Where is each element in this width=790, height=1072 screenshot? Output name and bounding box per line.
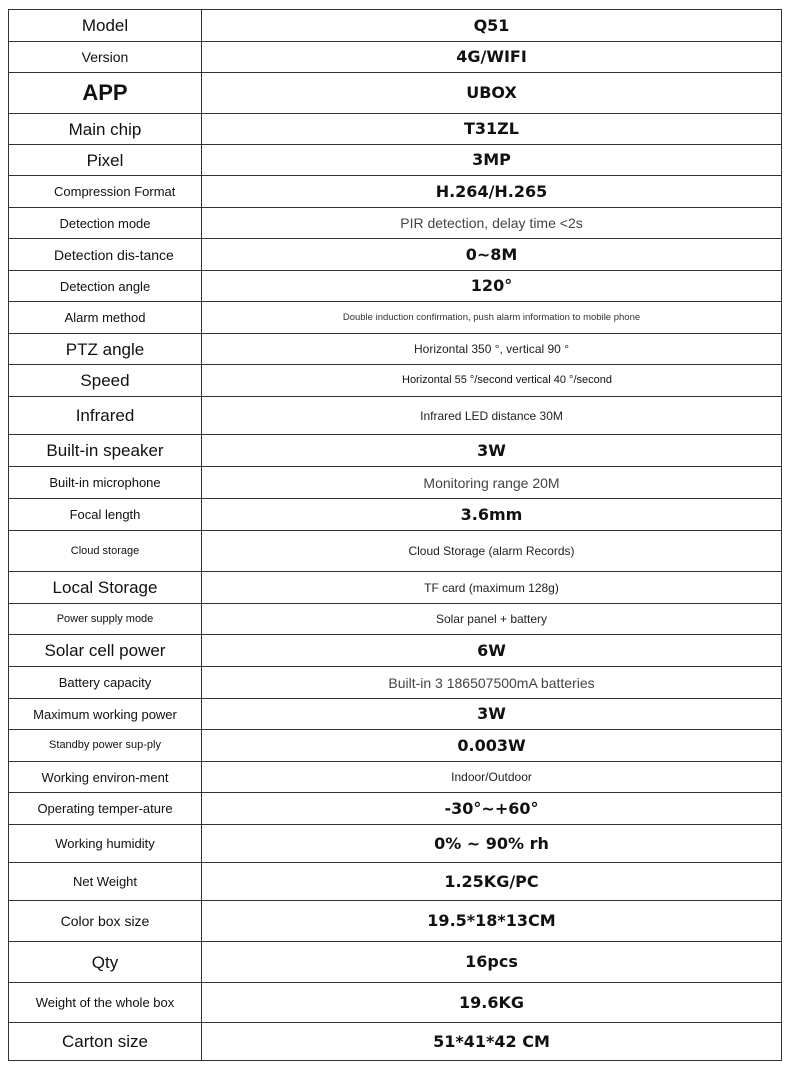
spec-value: Horizontal 350 °, vertical 90 ° [202,334,782,365]
spec-label: Battery capacity [9,667,202,699]
spec-label: Weight of the whole box [9,983,202,1023]
table-row [9,176,782,208]
table-row [9,635,782,667]
spec-label: Qty [9,942,202,983]
table-row [9,73,782,114]
table-row [9,271,782,302]
table-row [9,10,782,42]
spec-value: T31ZL [202,114,782,145]
spec-value: 0.003W [202,730,782,762]
spec-value: 19.5*18*13CM [202,901,782,942]
spec-label: Local Storage [9,572,202,604]
table-row [9,863,782,901]
spec-label: Infrared [9,397,202,435]
spec-value: 120° [202,271,782,302]
spec-value: 3W [202,435,782,467]
spec-value: PIR detection, delay time <2s [202,208,782,239]
spec-value: 0~8M [202,239,782,271]
spec-value: Monitoring range 20M [202,467,782,499]
spec-value: Solar panel + battery [202,604,782,635]
spec-label: Detection mode [9,208,202,239]
spec-label: Working environ-ment [9,762,202,793]
table-row [9,825,782,863]
table-row [9,42,782,73]
spec-label: Main chip [9,114,202,145]
spec-label: Built-in speaker [9,435,202,467]
spec-value: TF card (maximum 128g) [202,572,782,604]
table-row [9,793,782,825]
spec-label: Solar cell power [9,635,202,667]
spec-value: Infrared LED distance 30M [202,397,782,435]
spec-label: Color box size [9,901,202,942]
table-row [9,302,782,334]
spec-value: Q51 [202,10,782,42]
table-row [9,762,782,793]
spec-label: Alarm method [9,302,202,334]
spec-label: Speed [9,365,202,397]
spec-label: Detection angle [9,271,202,302]
table-row [9,114,782,145]
spec-label: Pixel [9,145,202,176]
spec-value: Built-in 3 186507500mA batteries [202,667,782,699]
spec-value: -30°~+60° [202,793,782,825]
spec-value: 3W [202,699,782,730]
table-row [9,699,782,730]
spec-label: Version [9,42,202,73]
spec-label: PTZ angle [9,334,202,365]
spec-label: Maximum working power [9,699,202,730]
table-row [9,730,782,762]
spec-value: Horizontal 55 °/second vertical 40 °/second [202,365,782,397]
spec-label: Working humidity [9,825,202,863]
spec-label: Compression Format [9,176,202,208]
spec-value: 16pcs [202,942,782,983]
table-row [9,499,782,531]
spec-table [8,9,782,1061]
spec-label: Carton size [9,1023,202,1061]
table-row [9,1023,782,1061]
spec-value: 0% ~ 90% rh [202,825,782,863]
spec-label: Power supply mode [9,604,202,635]
table-row [9,604,782,635]
spec-value: 3MP [202,145,782,176]
table-row [9,145,782,176]
table-row [9,572,782,604]
spec-value: 19.6KG [202,983,782,1023]
spec-value: 51*41*42 CM [202,1023,782,1061]
table-row [9,901,782,942]
spec-value: Double induction confirmation, push alarm information to mobile phone [202,302,782,334]
spec-value: Cloud Storage (alarm Records) [202,531,782,572]
spec-label: Model [9,10,202,42]
spec-label: Net Weight [9,863,202,901]
spec-label: APP [9,73,202,114]
spec-label: Operating temper-ature [9,793,202,825]
table-row [9,942,782,983]
table-row [9,208,782,239]
table-row [9,435,782,467]
table-row [9,531,782,572]
spec-label: Focal length [9,499,202,531]
table-row [9,983,782,1023]
spec-label: Detection dis-tance [9,239,202,271]
spec-value: 6W [202,635,782,667]
spec-value: 3.6mm [202,499,782,531]
spec-value: UBOX [202,73,782,114]
spec-label: Cloud storage [9,531,202,572]
spec-value: 1.25KG/PC [202,863,782,901]
spec-value: H.264/H.265 [202,176,782,208]
spec-label: Built-in microphone [9,467,202,499]
table-row [9,467,782,499]
table-row [9,365,782,397]
table-row [9,397,782,435]
table-row [9,334,782,365]
spec-label: Standby power sup-ply [9,730,202,762]
table-row [9,239,782,271]
table-row [9,667,782,699]
spec-value: 4G/WIFI [202,42,782,73]
spec-value: Indoor/Outdoor [202,762,782,793]
